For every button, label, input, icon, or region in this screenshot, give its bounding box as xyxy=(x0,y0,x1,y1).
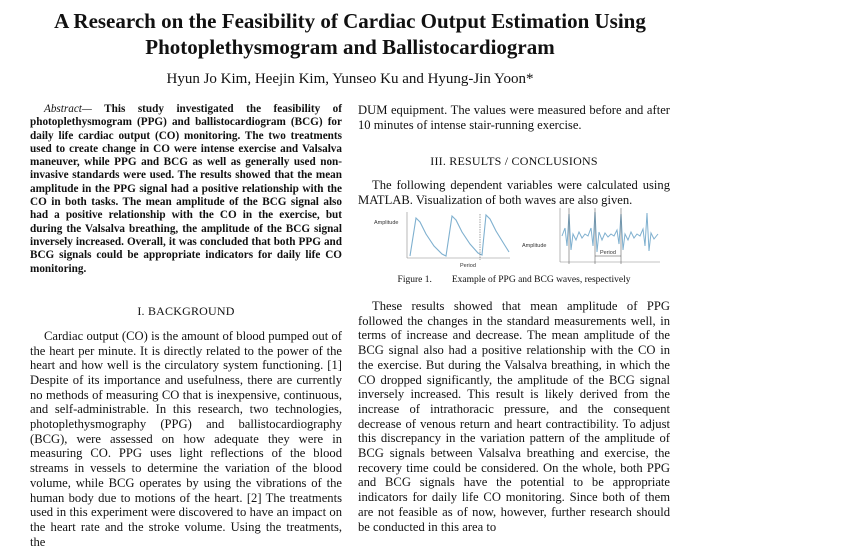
bcg-panel xyxy=(522,208,660,264)
left-column xyxy=(30,103,342,549)
section-heading-background: I. BACKGROUND xyxy=(137,303,235,318)
bcg-period-label: Period xyxy=(600,250,616,256)
background-paragraph: Cardiac output (CO) is the amount of blood pumped out of the heart per minute. It is directly related to the power of the heart and how well is the circulatory system functioning. [1] Despite of its importance and usefulness, there are currently no methods of measuring CO that is inexpensive, continuous, and self-administrable. In this research, two technologies, photoplethysmography (PPG) and ballistocardiography (BCG), were assessed on how adequate they were in measuring CO. PPG uses light reflections of the blood streams in vessels to determine the variation of the blood volume, while BCG operates by using the vibrations of the human body due to motions of the heart. [2] The treatments used in this experiment were discovered to have an impact on the heart rate and the stroke volume. Using the treatments, the xyxy=(30,328,342,549)
ppg-amplitude-label: Amplitude xyxy=(374,220,399,226)
results-paragraph: These results showed that mean amplitude of PPG followed the changes in the standard measurements well, in terms of increase and decrease. The mean amplitude of the BCG signal also had a positive relationship with the CO in the exercise. But during the Valsalva breathing, in which the CO dropped significantly, the amplitude of the BCG signal inversely increased. This result is likely derived from the increase of intrathoracic pressure, and the consequent decrease of venous return and heart contractibility. To adjust this discrepancy in the variation pattern of the amplitude of BCG signals between Valsalva breathing and exercise, the recovery time could be considered. On the whole, both PPG and BCG signals have the potential to be appropriate indicators for daily life CO monitoring. Since both of them are not feasible as of now, however, further research should be conducted in this area to xyxy=(358,299,670,534)
figure-1 xyxy=(372,206,662,268)
title-line-2: Photoplethysmogram and Ballistocardiogram xyxy=(145,35,555,59)
methods-continuation: DUM equipment. The values were measured before and after 10 minutes of intense stair-running exercise. xyxy=(358,103,670,132)
bcg-wave xyxy=(562,212,658,252)
bcg-amplitude-label: Amplitude xyxy=(522,243,547,249)
ppg-period-label: Period xyxy=(460,263,476,268)
abstract-text: This study investigated the feasibility of photoplethysmogram (PPG) and ballistocardiogram (BCG) for daily life cardiac output (CO) monitoring. The two treatments used to create change in CO were intense exercise and Valsalva maneuver, while PPG and BCG as well as generally used non-invasive standards were used. The results showed that the mean amplitude in the PPG signal had a positive relationship with the CO in both tasks. The mean amplitude of the BCG signal also had a positive relationship with the CO in the exercise, but during the Valsalva breathing, the amplitude of the BCG signal inversely increased. Overall, it was concluded that both PPG and BCG signals could be appropriate indicators for daily life CO monitoring. xyxy=(30,103,342,275)
ppg-wave xyxy=(410,215,509,256)
ppg-panel xyxy=(374,212,510,268)
abstract xyxy=(30,103,342,276)
paper-title xyxy=(0,8,700,60)
results-column-lower xyxy=(358,299,670,534)
section-heading-results: III. RESULTS / CONCLUSIONS xyxy=(430,154,598,169)
abstract-label: Abstract— xyxy=(44,103,92,115)
ppg-bcg-figure xyxy=(372,206,662,268)
right-column xyxy=(358,103,670,208)
author-list: Hyun Jo Kim, Heejin Kim, Yunseo Ku and Hyung-Jin Yoon* xyxy=(166,71,534,87)
figure-caption-text: Example of PPG and BCG waves, respectively xyxy=(451,275,631,285)
results-intro: The following dependent variables were calculated using MATLAB. Visualization of both waves are also given. xyxy=(358,178,670,208)
figure-number: Figure 1. xyxy=(397,275,432,285)
title-line-1: A Research on the Feasibility of Cardiac Output Estimation Using xyxy=(54,9,646,33)
figure-caption xyxy=(358,275,670,285)
